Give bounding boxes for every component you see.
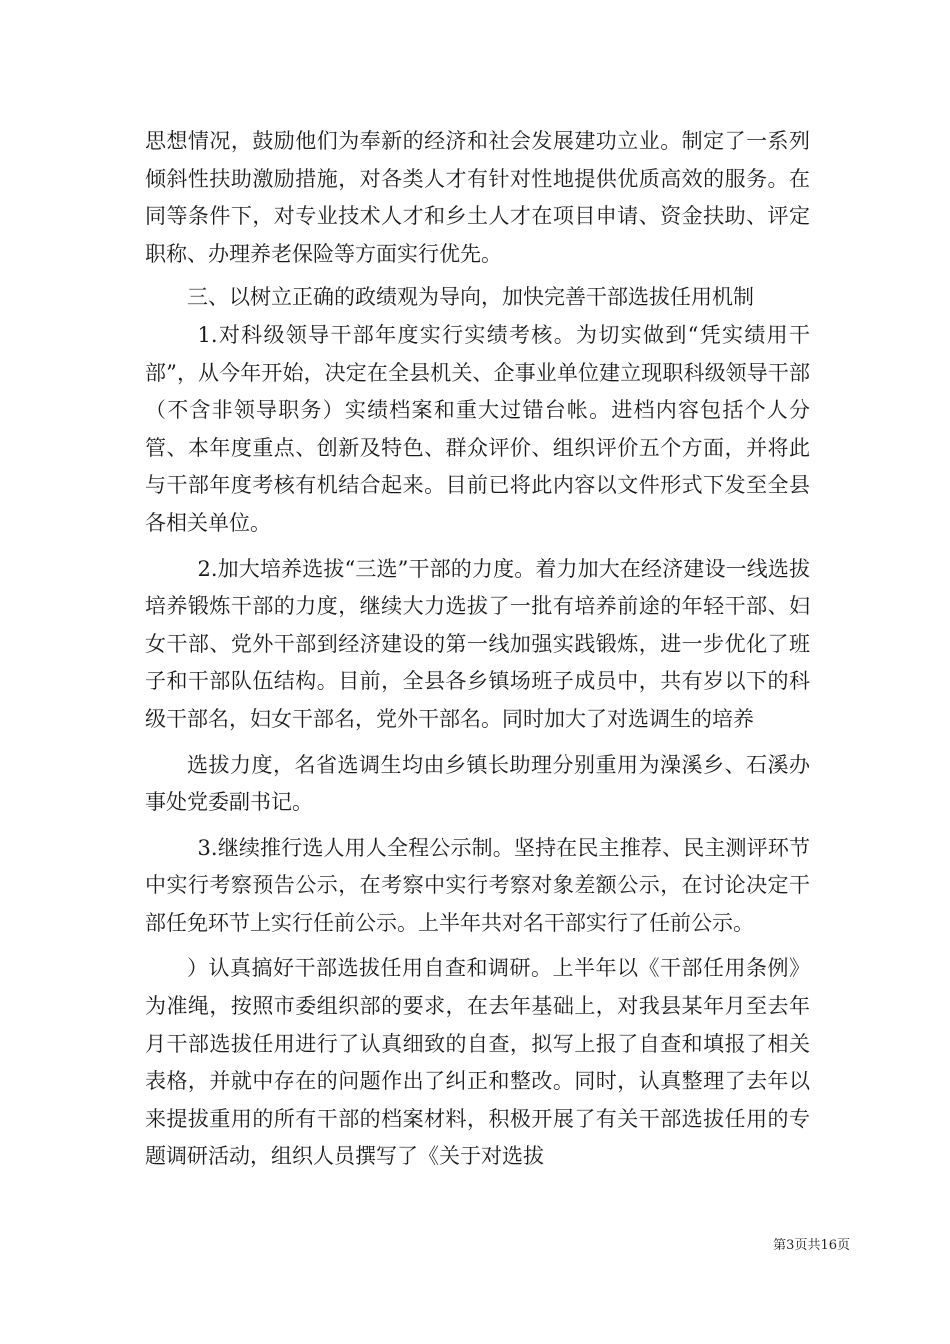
paragraph-item-1-assessment: 1.对科级领导干部年度实行实绩考核。为切实做到“凭实绩用干部”，从今年开始，决定在全县机关、企事业单位建立现职科级领导干部（不含非领导职务）实绩档案和重大过错台帐。进档内容包括个人分管、本年度重点、创新及特色、群众评价、组织评价五个方面，并将此与干部年度考核有机结合起来。目前已将此内容以文件形式下发至全县各相关单位。 — [145, 322, 810, 535]
paragraph-item-3-publicity: 3.继续推行选人用人全程公示制。坚持在民主推荐、民主测评环节中实行考察预告公示，在考察中实行考察对象差额公示，在讨论决定干部任免环节上实行任前公示。上半年共对名干部实行了任前公示。 — [145, 835, 810, 935]
paragraph-talent-support: 思想情况，鼓励他们为奉新的经济和社会发展建功立业。制定了一系列倾斜性扶助激励措施，对各类人才有针对性地提供优质高效的服务。在同等条件下，对专业技术人才和乡土人才在项目申请、资金扶助、评定职称、办理养老保险等方面实行优先。 — [145, 129, 810, 266]
paragraph-self-inspection: ）认真搞好干部选拔任用自查和调研。上半年以《干部任用条例》为准绳，按照市委组织部的要求，在去年基础上，对我县某年月至去年月干部选拔任用进行了认真细致的自查，拟写上报了自查和填报了相关表格，并就中存在的问题作出了纠正和整改。同时，认真整理了去年以来提拔重用的所有干部的档案材料，积极开展了有关干部选拔任用的专题调研活动，组织人员撰写了《关于对选拔 — [145, 956, 810, 1169]
paragraph-selection-continued: 选拔力度，名省选调生均由乡镇长助理分别重用为澡溪乡、石溪办事处党委副书记。 — [145, 752, 810, 815]
page-number-footer: 第3页共16页 — [773, 1238, 850, 1253]
paragraph-item-2-selection: 2.加大培养选拔“三选”干部的力度。着力加大在经济建设一线选拔培养锻炼干部的力度，继续大力选拔了一批有培养前途的年轻干部、妇女干部、党外干部到经济建设的第一线加强实践锻炼，进一步优化了班子和干部队伍结构。目前，全县各乡镇场班子成员中，共有岁以下的科级干部名，妇女干部名，党外干部名。同时加大了对选调生的培养 — [145, 556, 810, 731]
document-body — [145, 123, 810, 1176]
section-heading-cadre-mechanism: 三、以树立正确的政绩观为导向，加快完善干部选拔任用机制 — [187, 285, 754, 310]
